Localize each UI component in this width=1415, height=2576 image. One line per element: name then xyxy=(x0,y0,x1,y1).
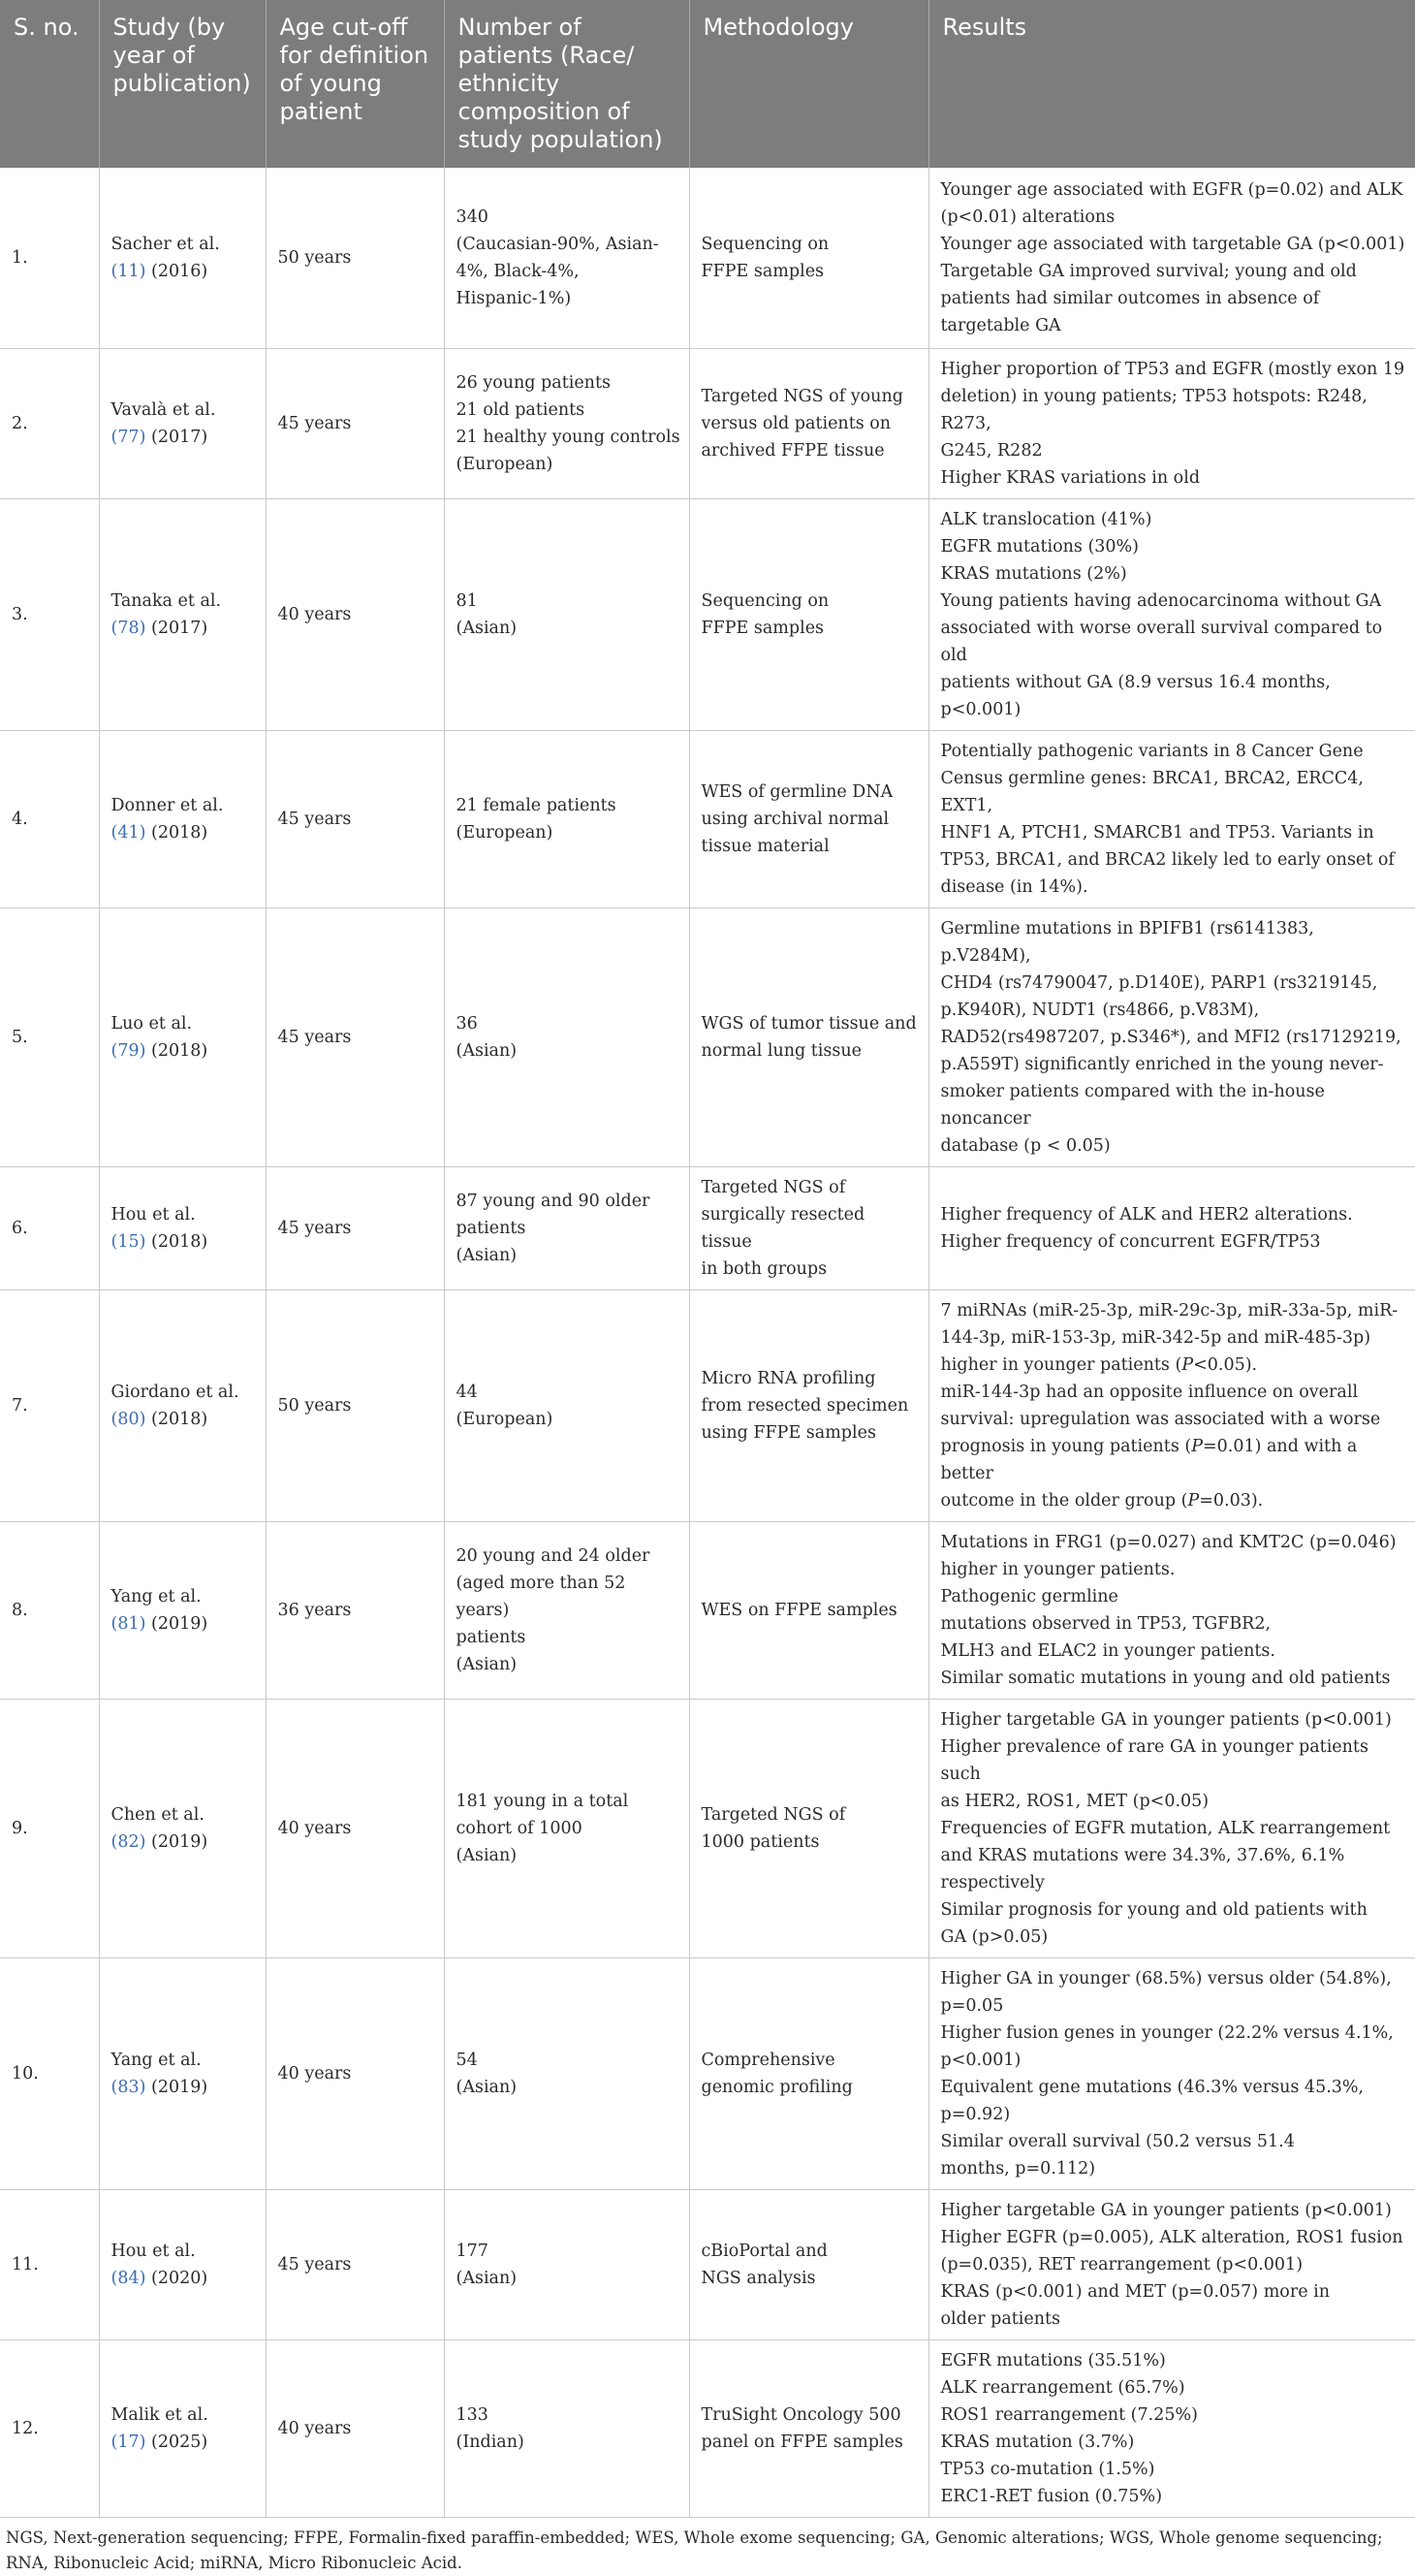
study-year: (2019) xyxy=(151,1613,208,1634)
table-row xyxy=(0,907,1415,1166)
study-reference-link[interactable]: (17) xyxy=(110,2432,146,2452)
cell-patients: 21 female patients (European) xyxy=(444,730,689,907)
cell-results: Higher frequency of ALK and HER2 alterations. Higher frequency of concurrent EGFR/TP53 xyxy=(928,1166,1415,1289)
cell-methodology: WGS of tumor tissue and normal lung tissue xyxy=(689,907,928,1166)
table-row xyxy=(0,1957,1415,2189)
cell-age-cutoff: 40 years xyxy=(266,498,444,730)
cell-sno: 9. xyxy=(0,1699,99,1957)
table-body xyxy=(0,168,1415,2517)
table-row xyxy=(0,1699,1415,1957)
study-author: Vavalà et al. xyxy=(110,399,216,420)
cell-patients: 44 (European) xyxy=(444,1289,689,1521)
study-reference-link[interactable]: (82) xyxy=(110,1831,146,1852)
cell-patients: 133 (Indian) xyxy=(444,2339,689,2517)
cell-patients: 26 young patients 21 old patients 21 healthy young controls (European) xyxy=(444,348,689,498)
header-methodology: Methodology xyxy=(689,0,928,168)
cell-results: ALK translocation (41%) EGFR mutations (30%) KRAS mutations (2%) Young patients having adenocarcinoma without GA associated with worse overall survival compared to old patients without GA (8.9 versus 16.4 months, p<0.001) xyxy=(928,498,1415,730)
cell-age-cutoff: 45 years xyxy=(266,1166,444,1289)
cell-sno: 5. xyxy=(0,907,99,1166)
study-reference-link[interactable]: (83) xyxy=(110,2077,146,2097)
cell-age-cutoff: 40 years xyxy=(266,1699,444,1957)
table-footnote: NGS, Next-generation sequencing; FFPE, Formalin-fixed paraffin-embedded; WES, Whole exome sequencing; GA, Genomic alterations; WGS, Whole genome sequencing; RNA, Ribonucleic Acid; miRNA, Micro Ribonucleic Acid. xyxy=(6,2528,1383,2572)
cell-patients: 81 (Asian) xyxy=(444,498,689,730)
table-header xyxy=(0,0,1415,168)
study-reference-link[interactable]: (15) xyxy=(110,1231,146,1252)
study-year: (2018) xyxy=(151,822,208,843)
cell-study xyxy=(99,1289,266,1521)
cell-study xyxy=(99,907,266,1166)
study-year: (2018) xyxy=(151,1040,208,1061)
table-row xyxy=(0,1289,1415,1521)
header-study: Study (by year of publication) xyxy=(99,0,266,168)
cell-methodology: WES on FFPE samples xyxy=(689,1521,928,1699)
cell-age-cutoff: 45 years xyxy=(266,348,444,498)
study-author: Sacher et al. xyxy=(110,234,220,254)
cell-methodology: cBioPortal and NGS analysis xyxy=(689,2189,928,2339)
cell-methodology: Targeted NGS of 1000 patients xyxy=(689,1699,928,1957)
cell-study xyxy=(99,168,266,348)
table-row xyxy=(0,2339,1415,2517)
cell-sno: 12. xyxy=(0,2339,99,2517)
table-row xyxy=(0,1521,1415,1699)
study-author: Hou et al. xyxy=(110,1204,196,1224)
cell-patients: 181 young in a total cohort of 1000 (Asian) xyxy=(444,1699,689,1957)
table-row xyxy=(0,2189,1415,2339)
cell-study xyxy=(99,2339,266,2517)
study-year: (2019) xyxy=(151,1831,208,1852)
cell-methodology: Comprehensive genomic profiling xyxy=(689,1957,928,2189)
cell-age-cutoff: 50 years xyxy=(266,168,444,348)
cell-results: EGFR mutations (35.51%) ALK rearrangement (65.7%) ROS1 rearrangement (7.25%) KRAS mutation (3.7%) TP53 co-mutation (1.5%) ERC1-RET fusion (0.75%) xyxy=(928,2339,1415,2517)
study-year: (2018) xyxy=(151,1231,208,1252)
cell-patients: 36 (Asian) xyxy=(444,907,689,1166)
table-row xyxy=(0,348,1415,498)
cell-sno: 11. xyxy=(0,2189,99,2339)
study-author: Malik et al. xyxy=(110,2404,208,2425)
study-year: (2020) xyxy=(151,2268,208,2288)
study-author: Yang et al. xyxy=(110,2050,202,2070)
cell-methodology: Sequencing on FFPE samples xyxy=(689,168,928,348)
cell-age-cutoff: 36 years xyxy=(266,1521,444,1699)
header-results: Results xyxy=(928,0,1415,168)
cell-sno: 10. xyxy=(0,1957,99,2189)
cell-study xyxy=(99,2189,266,2339)
study-author: Tanaka et al. xyxy=(110,590,222,611)
study-year: (2025) xyxy=(151,2432,208,2452)
study-author: Giordano et al. xyxy=(110,1382,239,1402)
cell-age-cutoff: 50 years xyxy=(266,1289,444,1521)
cell-results: Higher GA in younger (68.5%) versus older (54.8%), p=0.05 Higher fusion genes in younger (22.2% versus 4.1%, p<0.001) Equivalent gene mutations (46.3% versus 45.3%, p=0.92) Similar overall survival (50.2 versus 51.4 months, p=0.112) xyxy=(928,1957,1415,2189)
study-reference-link[interactable]: (80) xyxy=(110,1409,146,1429)
study-reference-link[interactable]: (79) xyxy=(110,1040,146,1061)
study-author: Luo et al. xyxy=(110,1013,193,1034)
cell-patients: 87 young and 90 older patients (Asian) xyxy=(444,1166,689,1289)
cell-study xyxy=(99,730,266,907)
cell-sno: 3. xyxy=(0,498,99,730)
study-year: (2018) xyxy=(151,1409,208,1429)
cell-results: 7 miRNAs (miR-25-3p, miR-29c-3p, miR-33a-5p, miR- 144-3p, miR-153-3p, miR-342-5p and miR-485-3p) higher in younger patients (P<0.05). miR-144-3p had an opposite influence on overall survival: upregulation was associated with a worse prognosis in young patients (P=0.01) and with a better outcome in the older group (P=0.03). xyxy=(928,1289,1415,1521)
cell-patients: 177 (Asian) xyxy=(444,2189,689,2339)
cell-patients: 340 (Caucasian-90%, Asian- 4%, Black-4%, Hispanic-1%) xyxy=(444,168,689,348)
cell-methodology: Targeted NGS of surgically resected tissue in both groups xyxy=(689,1166,928,1289)
cell-study xyxy=(99,1166,266,1289)
cell-results: Mutations in FRG1 (p=0.027) and KMT2C (p=0.046) higher in younger patients. Pathogenic germline mutations observed in TP53, TGFBR2, MLH3 and ELAC2 in younger patients. Similar somatic mutations in young and old patients xyxy=(928,1521,1415,1699)
study-year: (2019) xyxy=(151,2077,208,2097)
cell-sno: 4. xyxy=(0,730,99,907)
header-age: Age cut-off for definition of young patient xyxy=(266,0,444,168)
study-author: Hou et al. xyxy=(110,2241,196,2261)
study-author: Chen et al. xyxy=(110,1804,204,1825)
cell-patients: 20 young and 24 older (aged more than 52 years) patients (Asian) xyxy=(444,1521,689,1699)
study-reference-link[interactable]: (77) xyxy=(110,427,146,447)
cell-sno: 1. xyxy=(0,168,99,348)
cell-age-cutoff: 45 years xyxy=(266,2189,444,2339)
cell-sno: 8. xyxy=(0,1521,99,1699)
table-row xyxy=(0,730,1415,907)
cell-methodology: Micro RNA profiling from resected specimen using FFPE samples xyxy=(689,1289,928,1521)
study-year: (2017) xyxy=(151,618,208,638)
study-author: Yang et al. xyxy=(110,1586,202,1606)
cell-study xyxy=(99,1699,266,1957)
header-patients: Number of patients (Race/ ethnicity composition of study population) xyxy=(444,0,689,168)
cell-sno: 2. xyxy=(0,348,99,498)
study-author: Donner et al. xyxy=(110,795,224,815)
header-sno: S. no. xyxy=(0,0,99,168)
cell-study xyxy=(99,498,266,730)
study-reference-link[interactable]: (11) xyxy=(110,261,146,281)
cell-study xyxy=(99,1521,266,1699)
cell-study xyxy=(99,348,266,498)
study-reference-link[interactable]: (84) xyxy=(110,2268,146,2288)
cell-methodology: Sequencing on FFPE samples xyxy=(689,498,928,730)
study-reference-link[interactable]: (41) xyxy=(110,822,146,843)
cell-study xyxy=(99,1957,266,2189)
cell-methodology: TruSight Oncology 500 panel on FFPE samples xyxy=(689,2339,928,2517)
study-reference-link[interactable]: (78) xyxy=(110,618,146,638)
table-row xyxy=(0,168,1415,348)
study-year: (2016) xyxy=(151,261,208,281)
table-row xyxy=(0,498,1415,730)
cell-age-cutoff: 45 years xyxy=(266,730,444,907)
cell-results: Higher targetable GA in younger patients (p<0.001) Higher EGFR (p=0.005), ALK alteration, ROS1 fusion (p=0.035), RET rearrangement (p<0.001) KRAS (p<0.001) and MET (p=0.057) more in older patients xyxy=(928,2189,1415,2339)
cell-age-cutoff: 45 years xyxy=(266,907,444,1166)
cell-results: Higher proportion of TP53 and EGFR (mostly exon 19 deletion) in young patients; TP53 hotspots: R248, R273, G245, R282 Higher KRAS variations in old xyxy=(928,348,1415,498)
cell-results: Germline mutations in BPIFB1 (rs6141383, p.V284M), CHD4 (rs74790047, p.D140E), PARP1 (rs3219145, p.K940R), NUDT1 (rs4866, p.V83M), RAD52(rs4987207, p.S346*), and MFI2 (rs17129219, p.A559T) significantly enriched in the young never- smoker patients compared with the in-house noncancer database (p < 0.05) xyxy=(928,907,1415,1166)
cell-patients: 54 (Asian) xyxy=(444,1957,689,2189)
study-year: (2017) xyxy=(151,427,208,447)
cell-age-cutoff: 40 years xyxy=(266,2339,444,2517)
cell-methodology: WES of germline DNA using archival normal tissue material xyxy=(689,730,928,907)
cell-sno: 6. xyxy=(0,1166,99,1289)
cell-methodology: Targeted NGS of young versus old patients on archived FFPE tissue xyxy=(689,348,928,498)
cell-results: Higher targetable GA in younger patients (p<0.001) Higher prevalence of rare GA in younger patients such as HER2, ROS1, MET (p<0.05) Frequencies of EGFR mutation, ALK rearrangement and KRAS mutations were 34.3%, 37.6%, 6.1% respectively Similar prognosis for young and old patients with GA (p>0.05) xyxy=(928,1699,1415,1957)
table-row xyxy=(0,1166,1415,1289)
cell-age-cutoff: 40 years xyxy=(266,1957,444,2189)
cell-results: Younger age associated with EGFR (p=0.02) and ALK (p<0.01) alterations Younger age associated with targetable GA (p<0.001) Targetable GA improved survival; young and old patients had similar outcomes in absence of targetable GA xyxy=(928,168,1415,348)
cell-results: Potentially pathogenic variants in 8 Cancer Gene Census germline genes: BRCA1, BRCA2, ERCC4, EXT1, HNF1 A, PTCH1, SMARCB1 and TP53. Variants in TP53, BRCA1, and BRCA2 likely led to early onset of disease (in 14%). xyxy=(928,730,1415,907)
study-reference-link[interactable]: (81) xyxy=(110,1613,146,1634)
cell-sno: 7. xyxy=(0,1289,99,1521)
